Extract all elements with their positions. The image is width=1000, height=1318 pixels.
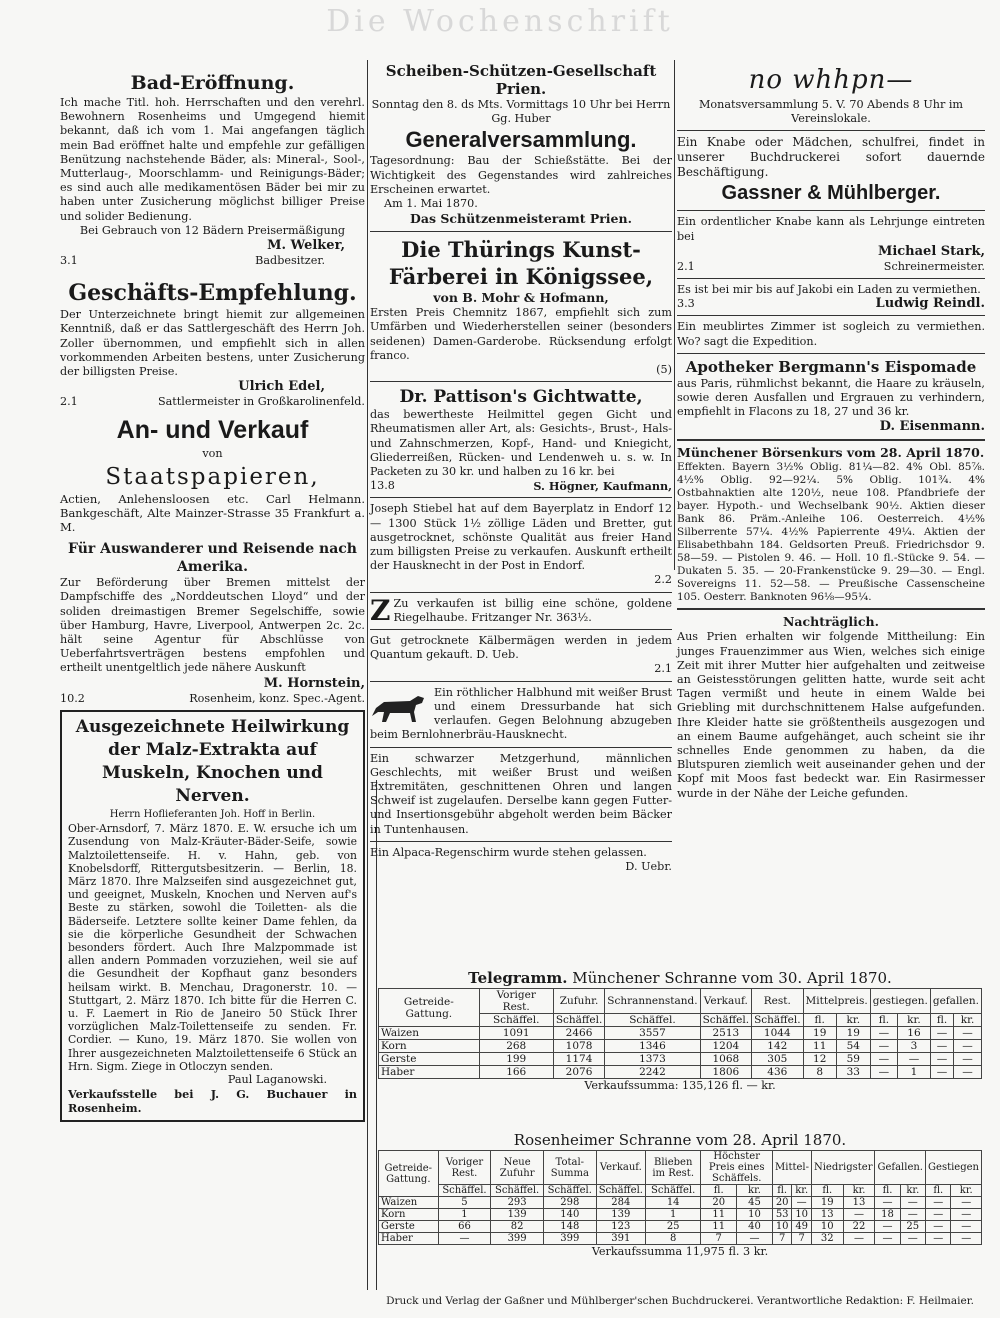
table-cell: 13 <box>843 1197 875 1209</box>
ad-laden <box>677 283 985 311</box>
table-cell: — <box>954 1066 982 1079</box>
ad-stiebel <box>370 502 672 587</box>
table-cell: — <box>900 1233 925 1245</box>
table-cell: 399 <box>543 1233 596 1245</box>
market-summa: Verkaufssumma 11,975 fl. 3 kr. <box>591 1245 769 1258</box>
separator <box>677 439 985 441</box>
ad-title: Die Thürings Kunst-Färberei in Königssee, <box>388 237 654 290</box>
table-cell: 123 <box>596 1221 645 1233</box>
ad-auswanderer <box>60 540 365 706</box>
separator <box>370 592 672 593</box>
table-cell: — <box>843 1209 875 1221</box>
column-left <box>60 62 365 1122</box>
ad-zimmer <box>677 320 985 348</box>
column-header: Getreide-Gattung. <box>379 989 480 1027</box>
table-cell: 11 <box>701 1209 737 1221</box>
table-row <box>379 1027 982 1040</box>
ad-verkauf <box>60 413 365 534</box>
table-cell: 1 <box>645 1209 700 1221</box>
table-cell: 139 <box>491 1209 544 1221</box>
ad-line: Sonntag den 8. ds Mts. Vormittags 10 Uhr bei Herrn Gg. Huber <box>371 98 671 126</box>
ad-regenschirm <box>370 846 672 874</box>
table-row <box>379 1053 982 1066</box>
table-cell: 2242 <box>605 1066 700 1079</box>
column-rule <box>674 60 675 570</box>
table-cell: 11 <box>701 1221 737 1233</box>
table-cell: 1068 <box>700 1053 751 1066</box>
separator <box>677 315 985 316</box>
table-body <box>379 1027 982 1079</box>
separator <box>677 353 985 354</box>
table-cell: 399 <box>491 1233 544 1245</box>
unit-header: kr. <box>951 1185 982 1197</box>
table-cell: — <box>926 1209 951 1221</box>
table-cell: 7 <box>701 1233 737 1245</box>
ad-code: 2.1 <box>677 259 695 273</box>
table-cell: 139 <box>596 1209 645 1221</box>
table-row <box>379 1066 982 1079</box>
table-cell: 7 <box>773 1233 792 1245</box>
separator <box>370 841 672 842</box>
table-cell: 3557 <box>605 1027 700 1040</box>
column-header: gefallen. <box>930 989 981 1014</box>
unit-header: fl. <box>773 1185 792 1197</box>
table-cell: 10 <box>811 1221 843 1233</box>
table-cell: 53 <box>773 1209 792 1221</box>
column-header: Neue Zufuhr <box>491 1151 544 1185</box>
separator <box>677 608 985 610</box>
ad-code: (5) <box>656 363 672 377</box>
unit-header: kr. <box>737 1185 773 1197</box>
unit-header: Schäffel. <box>605 1014 700 1027</box>
table-cell: 1078 <box>553 1040 604 1053</box>
table-cell: 32 <box>811 1233 843 1245</box>
table-row <box>379 1221 982 1233</box>
ad-signature: D. Uebr. <box>625 859 672 873</box>
market-label: Telegramm. <box>468 969 568 987</box>
market-title: Münchener Schranne vom 30. April 1870. <box>572 969 892 987</box>
ad-body: Es ist bei mir bis auf Jakobi ein Laden zu vermiethen. <box>677 283 981 297</box>
table-cell: 25 <box>900 1221 925 1233</box>
ad-body: Ein röthlicher Halbhund mit weißer Brust und einem Dressurbande hat sich verlaufen. Gegen Belohnung abzugeben beim Bernlohnerbräu-Hausknecht. <box>370 685 672 742</box>
ad-body: Zu verkaufen ist billig eine schöne, goldene Riegelhaube. Fritzanger Nr. 363½. <box>393 596 672 624</box>
table-cell: 1 <box>898 1066 931 1079</box>
ad-malz-box <box>60 710 365 1122</box>
table-cell: — <box>870 1066 897 1079</box>
ad-subtitle: von B. Mohr & Hofmann, <box>433 290 609 306</box>
unit-header: Schäffel. <box>752 1014 803 1027</box>
table-cell: 22 <box>843 1221 875 1233</box>
unit-header: Schäffel. <box>438 1185 491 1197</box>
column-header: Gefallen. <box>875 1151 926 1185</box>
table-cell: 1044 <box>752 1027 803 1040</box>
ad-body: Ich mache Titl. hoh. Herrschaften und den verehrl. Bewohnern Rosenheims und Umgegend hiemit bekannt, daß ich vom 1. Mai angefangen täglich mein Bad eröffnet halte und empfehle zur gefälligen Benützung nachstehende Bäder, als: Mineral-, Sool-, Mutterlaug-, Moorschlamm- und Reinigungs-Bäder; es sind auch alle medikamentösen Bäder bei mir zu haben unter Zusicherung möglichst billiger Preise und solider Bedienung. <box>60 96 365 223</box>
ad-title: Für Auswanderer und Reisende nach Amerika. <box>68 541 357 576</box>
ad-date: Am 1. Mai 1870. <box>384 197 478 211</box>
column-header: gestiegen. <box>870 989 930 1014</box>
ad-signature: D. Eisenmann. <box>879 419 985 435</box>
unit-header: kr. <box>898 1014 931 1027</box>
table-body <box>379 1197 982 1245</box>
market-title-row <box>378 968 982 988</box>
ad-title: Nachträglich. <box>783 614 879 630</box>
table-cell: 5 <box>438 1197 491 1209</box>
table-cell: 3 <box>898 1040 931 1053</box>
table-header-row <box>379 989 982 1014</box>
ad-knabe <box>677 135 985 206</box>
ad-body: Ein Alpaca-Regenschirm wurde stehen gelassen. <box>370 845 647 859</box>
ad-title: Geschäfts-Empfehlung. <box>68 280 357 307</box>
ad-body: Ein schwarzer Metzgerhund, männlichen Geschlechts, mit weißer Brust und weißen Extremitäten, geschnittenen Ohren und langen Schweif ist zugelaufen. Derselbe kann gegen Futter- und Insertionsgebühr abgeholt werden beim Bäcker in Tuntenhausen. <box>370 751 672 836</box>
table-cell: — <box>951 1221 982 1233</box>
imprint-footer: Druck und Verlag der Gaßner und Mühlberger'schen Buchdruckerei. Verantwortliche Redaktion: F. Heilmaier. <box>386 1295 974 1307</box>
table-cell: Korn <box>379 1040 480 1053</box>
table-cell: — <box>930 1066 953 1079</box>
table-cell: — <box>843 1233 875 1245</box>
ad-signature: Ludwig Reindl. <box>875 296 985 312</box>
table-row <box>379 1209 982 1221</box>
ad-signature: M. Hornstein, <box>263 675 365 691</box>
table-cell: 11 <box>803 1040 836 1053</box>
table-cell: 10 <box>773 1221 792 1233</box>
unit-header: fl. <box>930 1014 953 1027</box>
table-cell: 305 <box>752 1053 803 1066</box>
separator <box>370 747 672 748</box>
column-middle <box>370 62 672 873</box>
table-cell: — <box>951 1197 982 1209</box>
table-cell: — <box>900 1197 925 1209</box>
table-cell: 20 <box>773 1197 792 1209</box>
table-row <box>379 1233 982 1245</box>
ad-von: von <box>202 447 223 461</box>
table-cell: 298 <box>543 1197 596 1209</box>
handwritten-note: no whhpn— <box>748 65 914 95</box>
table-cell: 82 <box>491 1221 544 1233</box>
unit-header: Schäffel. <box>543 1185 596 1197</box>
table-cell: — <box>870 1053 897 1066</box>
table-cell: 8 <box>803 1066 836 1079</box>
unit-header: fl. <box>701 1185 737 1197</box>
unit-header: kr. <box>900 1185 925 1197</box>
unit-header: Schäffel. <box>596 1185 645 1197</box>
ad-title: Dr. Pattison's Gichtwatte, <box>399 387 643 408</box>
table-cell: 166 <box>479 1066 553 1079</box>
ad-geschaeft <box>60 278 365 409</box>
table-cell: 1373 <box>605 1053 700 1066</box>
ad-monats: Monatsversammlung 5. V. 70 Abends 8 Uhr im Vereinslokale. <box>698 98 964 126</box>
ad-lehrjunge <box>677 215 985 274</box>
separator <box>677 210 985 211</box>
table-cell: 391 <box>596 1233 645 1245</box>
market-summa: Verkaufssumma: 135,126 fl. — kr. <box>584 1079 776 1092</box>
ad-intro: Herrn Hoflieferanten Joh. Hoff in Berlin. <box>109 808 316 820</box>
ad-body: Joseph Stiebel hat auf dem Bayerplatz in Endorf 12 — 1300 Stück 1½ zöllige Läden und Bretter, gut ausgetrocknet, schönste Qualität aus freier Hand zum billigsten Preise zu verkaufen. Auskunft ertheilt der Hausknecht in der Post in Endorf. <box>370 502 672 573</box>
table-cell: — <box>870 1027 897 1040</box>
ad-title: Münchener Börsenkurs vom 28. April 1870. <box>677 445 985 461</box>
ad-body: Tagesordnung: Bau der Schießstätte. Bei der Wichtigkeit des Gegenstandes wird zahlreiches Erscheinen erwartet. <box>370 154 672 196</box>
column-header: Mittel- <box>773 1151 812 1185</box>
table-cell: Waizen <box>379 1027 480 1040</box>
unit-header: Schäffel. <box>645 1185 700 1197</box>
table-cell: 33 <box>836 1066 870 1079</box>
ad-role: Schreinermeister. <box>883 259 985 273</box>
table-cell: 10 <box>792 1209 812 1221</box>
table-cell: 19 <box>836 1027 870 1040</box>
ad-code: 10.2 <box>60 691 85 705</box>
table-cell: 436 <box>752 1066 803 1079</box>
ad-bad <box>60 70 365 268</box>
table-cell: — <box>737 1233 773 1245</box>
table-cell: Haber <box>379 1066 480 1079</box>
ad-body: Zur Beförderung über Bremen mittelst der Dampfschiffe des „Norddeutschen Lloyd“ und der soliden dreimastigen Bremer Segelschiffe, sowie über Hamburg, Havre, Liverpool, Antwerpen 2c. 2c. hält seine Agentur für Abschlüsse von Ueberfahrtsverträgen bestens empfohlen und ertheilt unentgeltlich jede nähere Auskunft <box>60 576 365 675</box>
table-cell: 1091 <box>479 1027 553 1040</box>
column-header: Rest. <box>752 989 803 1014</box>
column-header: Gestiegen <box>926 1151 982 1185</box>
unit-header: kr. <box>792 1185 812 1197</box>
table-cell: — <box>898 1053 931 1066</box>
table-subheader-row <box>379 1185 982 1197</box>
table-cell: — <box>870 1040 897 1053</box>
table-cell: — <box>926 1233 951 1245</box>
ad-body: Der Unterzeichnete bringt hiemit zur allgemeinen Kenntniß, daß er das Sattlergeschäft des Herrn Joh. Zoller übernommen, und empfiehlt sich in allen vorkommenden Arbeiten bestens, unter Zusicherung der billigsten Preise. <box>60 308 365 379</box>
table-row <box>379 1197 982 1209</box>
table-cell: — <box>954 1053 982 1066</box>
column-header: Voriger Rest. <box>479 989 553 1014</box>
table-cell: — <box>875 1233 900 1245</box>
market-table <box>378 988 982 1079</box>
ad-body: Ein meublirtes Zimmer ist sogleich zu vermiethen. Wo? sagt die Expedition. <box>677 320 985 348</box>
table-cell: 7 <box>792 1233 812 1245</box>
column-header: Mittelpreis. <box>803 989 870 1014</box>
market-title: Rosenheimer Schranne vom 28. April 1870. <box>513 1131 847 1149</box>
ad-place: Rosenheim, konz. Spec.-Agent. <box>189 691 365 705</box>
table-cell: Gerste <box>379 1053 480 1066</box>
table-cell: — <box>875 1197 900 1209</box>
table-cell: 293 <box>491 1197 544 1209</box>
ad-code: 2.1 <box>654 662 672 676</box>
column-right <box>677 62 985 967</box>
column-header: Voriger Rest. <box>438 1151 491 1185</box>
table-cell: 54 <box>836 1040 870 1053</box>
drop-initial: Z <box>370 593 391 627</box>
ad-eispomade <box>677 358 985 436</box>
table-cell: 1174 <box>553 1053 604 1066</box>
ad-title: Ausgezeichnete Heilwirkung der Malz-Extrakta auf Muskeln, Knochen und Nerven. <box>75 716 350 806</box>
table-cell: 199 <box>479 1053 553 1066</box>
separator <box>370 629 672 630</box>
table-cell: 2513 <box>700 1027 751 1040</box>
ad-pattison <box>370 386 672 493</box>
table-cell: 268 <box>479 1040 553 1053</box>
ad-riegelhaube <box>370 593 672 627</box>
table-cell: 66 <box>438 1221 491 1233</box>
table-cell: 2466 <box>553 1027 604 1040</box>
table-cell: 140 <box>543 1209 596 1221</box>
ad-code: 3.1 <box>60 254 78 268</box>
ad-code: 13.8 <box>370 479 395 493</box>
table-cell: Haber <box>379 1233 439 1245</box>
table-header-row <box>379 1151 982 1185</box>
unit-header: Schäffel. <box>700 1014 751 1027</box>
table-cell: 1 <box>438 1209 491 1221</box>
table-cell: 19 <box>811 1197 843 1209</box>
table-cell: 2076 <box>553 1066 604 1079</box>
table-cell: 284 <box>596 1197 645 1209</box>
ad-body: Gut getrocknete Kälbermägen werden in jedem Quantum gekauft. D. Ueb. <box>370 634 672 662</box>
ad-subtitle: Staatspapieren, <box>105 463 320 490</box>
ad-signature: M. Welker, <box>267 238 345 254</box>
table-cell: — <box>875 1221 900 1233</box>
bleed-through-heading: Die Wochenschrift <box>326 4 674 39</box>
column-header: Total-Summa <box>543 1151 596 1185</box>
ad-boersenkurs <box>677 445 985 604</box>
table-cell: 40 <box>737 1221 773 1233</box>
table-cell: 8 <box>645 1233 700 1245</box>
unit-header: fl. <box>926 1185 951 1197</box>
table-cell: 16 <box>898 1027 931 1040</box>
table-cell: — <box>438 1233 491 1245</box>
table-cell: 13 <box>811 1209 843 1221</box>
ad-kaelbermaegen <box>370 634 672 677</box>
ad-title: Bad-Eröffnung. <box>130 72 295 94</box>
table-cell: — <box>900 1209 925 1221</box>
table-cell: 45 <box>737 1197 773 1209</box>
unit-header: kr. <box>954 1014 982 1027</box>
unit-header: fl. <box>870 1014 897 1027</box>
ad-signature: Paul Laganowski. <box>227 1072 327 1086</box>
table-cell: — <box>930 1027 953 1040</box>
table-cell: — <box>926 1197 951 1209</box>
ad-body: Ein ordentlicher Knabe kann als Lehrjunge eintreten bei <box>677 215 985 243</box>
table-cell: 10 <box>737 1209 773 1221</box>
table-cell: — <box>930 1040 953 1053</box>
table-cell: 49 <box>792 1221 812 1233</box>
unit-header: kr. <box>843 1185 875 1197</box>
separator <box>370 381 672 382</box>
market-rosenheim <box>378 1130 982 1259</box>
ad-thuering <box>370 236 672 377</box>
unit-header: fl. <box>875 1185 900 1197</box>
table-cell: — <box>951 1209 982 1221</box>
ad-role: Sattlermeister in Großkarolinenfeld. <box>157 395 365 409</box>
table-cell: — <box>954 1040 982 1053</box>
table-cell: — <box>951 1233 982 1245</box>
table-cell: — <box>792 1197 812 1209</box>
column-header: Blieben im Rest. <box>645 1151 700 1185</box>
table-cell: 25 <box>645 1221 700 1233</box>
ad-head: Generalversammlung. <box>405 127 637 153</box>
separator <box>677 130 985 131</box>
ad-signature: Michael Stark, <box>877 243 985 259</box>
ad-signature: Das Schützenmeisteramt Prien. <box>410 211 632 227</box>
market-table <box>378 1150 982 1245</box>
ad-body: Ober-Arnsdorf, 7. März 1870. E. W. ersuche ich um Zusendung von Malz-Kräuter-Bäder-Seife, sowie Malztoilettenseife. H. v. Hahn, geb. von Knobelsdorff, Rittergutsbesitzerin. — Berlin, 18. März 1870. Ihre Malzseifen sind ausgezeichnet gut, und geeignet, Muskeln, Knochen und Nerven auf's Beste zu stärken, sowohl die Toiletten- als die Bäderseife. Letztere sollte keiner Dame fehlen, da sie die körperliche Gesundheit der Schwachen besonders fördert. Auch Ihre Malzpommade ist allen andern Pommaden vorzuziehen, weil sie auf die Gesundheit der Kopfhaut ganz besonders heilsam wirkt. B. Menchau, Dragonerstr. 10. — Stuttgart, 2. März 1870. Ich bitte für die Herren C. u. F. Laemert in Rio de Janeiro 50 Stück Ihrer vorzüglichen Malz-Toilettenseife zu senden. Fr. Cordier. — Kuno, 19. März 1870. Sie wollen von Ihrer ausgezeichneten Malztoilettenseife 6 Stück an Hrn. Sigm. Ziege in Otloczyn senden. <box>68 822 357 1073</box>
table-cell: — <box>926 1221 951 1233</box>
table-cell: 20 <box>701 1197 737 1209</box>
table-cell: 148 <box>543 1221 596 1233</box>
column-header: Höchster Preis eines Schäffels. <box>701 1151 773 1185</box>
ad-title: Apotheker Bergmann's Eispomade <box>685 357 977 376</box>
table-cell: 12 <box>803 1053 836 1066</box>
unit-header: Schäffel. <box>491 1185 544 1197</box>
table-cell: 1346 <box>605 1040 700 1053</box>
ad-body: Ersten Preis Chemnitz 1867, empfiehlt sich zum Umfärben und Wiederherstellen seiner (besonders seidenen) Damen-Garderobe. Rücksendung erfolgt franco. <box>370 306 672 362</box>
table-cell: — <box>954 1027 982 1040</box>
column-header: Verkauf. <box>700 989 751 1014</box>
ad-signature: Ulrich Edel, <box>238 379 325 395</box>
ad-schuetzen <box>370 62 672 227</box>
table-cell: Waizen <box>379 1197 439 1209</box>
table-cell: — <box>930 1053 953 1066</box>
table-cell: 18 <box>875 1209 900 1221</box>
ad-title: An- und Verkauf <box>116 416 309 445</box>
ad-body: das bewertheste Heilmittel gegen Gicht und Rheumatismen aller Art, als: Gesichts-, Brust-, Hals- und Zahnschmerzen, Kopf-, Hand- und Kniegicht, Gliederreißen, Rücken- und Lendenweh u. s. w. In Packeten zu 30 kr. und halben zu 16 kr. bei <box>370 408 672 479</box>
ad-code: 2.1 <box>60 395 78 409</box>
unit-header: fl. <box>803 1014 836 1027</box>
column-header: Niedrigster <box>811 1151 875 1185</box>
column-header: Getreide-Gattung. <box>379 1151 439 1197</box>
table-cell: 59 <box>836 1053 870 1066</box>
separator <box>677 278 985 279</box>
ad-title: Scheiben-Schützen-Gesellschaft Prien. <box>385 62 657 98</box>
table-cell: 19 <box>803 1027 836 1040</box>
separator <box>370 231 672 232</box>
table-cell: Gerste <box>379 1221 439 1233</box>
table-cell: 1204 <box>700 1040 751 1053</box>
unit-header: kr. <box>836 1014 870 1027</box>
ad-halbhund <box>370 686 672 743</box>
ad-metzgerhund <box>370 752 672 837</box>
table-cell: Korn <box>379 1209 439 1221</box>
unit-header: fl. <box>811 1185 843 1197</box>
ad-code: 3.3 <box>677 297 695 311</box>
ad-note: Bei Gebrauch von 12 Bädern Preisermäßigung <box>79 223 346 237</box>
ad-body: Actien, Anlehensloosen etc. Carl Helmann. Bankgeschäft, Alte Mainzer-Strasse 35 Frankfurt a. M. <box>60 491 365 535</box>
market-munich <box>378 968 982 1093</box>
ad-body: Ein Knabe oder Mädchen, schulfrei, findet in unserer Buchdruckerei sofort dauernde Beschäftigung. <box>677 135 985 180</box>
column-header: Verkauf. <box>596 1151 645 1185</box>
dog-icon <box>370 688 428 724</box>
table-cell: 14 <box>645 1197 700 1209</box>
ad-stelle: Verkaufsstelle bei J. G. Buchauer in Rosenheim. <box>68 1087 357 1116</box>
table-cell: 142 <box>752 1040 803 1053</box>
unit-header: Schäffel. <box>479 1014 553 1027</box>
ad-signature: Gassner & Mühlberger. <box>721 182 941 205</box>
ad-code: 2.2 <box>654 573 672 587</box>
unit-header: Schäffel. <box>553 1014 604 1027</box>
column-header: Schrannenstand. <box>605 989 700 1014</box>
ad-body: Aus Prien erhalten wir folgende Mittheilung: Ein junges Frauenzimmer aus Wien, welches sich einige Zeit mit ihrer Mutter hier aufgehalten und zeitweise an Geistesstörungen gelitten hatte, wurde seit acht Tagen vermißt und heute in einem Walde bei Griebling mit durchschnittenem Halse aufgefunden. Ihre Kleider hatte sie größtentheils ausgezogen und an einem Baume aufgehänget, auch scheint sie ihr schnelles Ende genommen zu haben, da die Blutspuren ziemlich weit auseinander gehen und der Kopf mit Moos fast bedeckt war. Ein Rasirmesser wurde in der Nähe der Leiche gefunden. <box>677 630 985 800</box>
separator <box>370 681 672 682</box>
ad-signature: S. Högner, Kaufmann, <box>533 479 672 494</box>
table-row <box>379 1040 982 1053</box>
ad-nachtraeglich <box>677 614 985 800</box>
ad-role: Badbesitzer. <box>255 254 325 268</box>
separator <box>370 497 672 498</box>
column-rule <box>367 60 368 1290</box>
ad-body: aus Paris, rühmlichst bekannt, die Haare zu kräuseln, sowie deren Ausfallen und Ergrauen zu verhindern, empfiehlt in Flacons zu 18, 27 und 36 kr. <box>677 376 985 419</box>
ad-body: Effekten. Bayern 3½% Oblig. 81¼—82. 4% Obl. 85⅞. 4½% Oblig. 92—92¼. 5% Oblig. 101¾. 4% Ostbahnaktien alte 120½, neue 108. Pfandbriefe der bayer. Hypoth.- und Wechselbank 90½. Aktien dieser Bank 86. Präm.-Anleihe 106. Oesterreich. 4½% Silberrente 57¼. 4½% Papierrente 49¼. Aktien der Elisabethbahn 184. Geldsorten Preuß. Friedrichsdor 9. 58—59. — Pistolen 9. 46. — Holl. 10 fl.-Stücke 9. 54. — Dukaten 5. 35. — 20-Frankenstücke 9. 29—30. — Engl. Sovereigns 11. 52—58. — Preußische Cassenscheine 105. Oesterr. Banknoten 96⅛—95¼. <box>677 461 985 604</box>
column-header: Zufuhr. <box>553 989 604 1014</box>
table-cell: 1806 <box>700 1066 751 1079</box>
